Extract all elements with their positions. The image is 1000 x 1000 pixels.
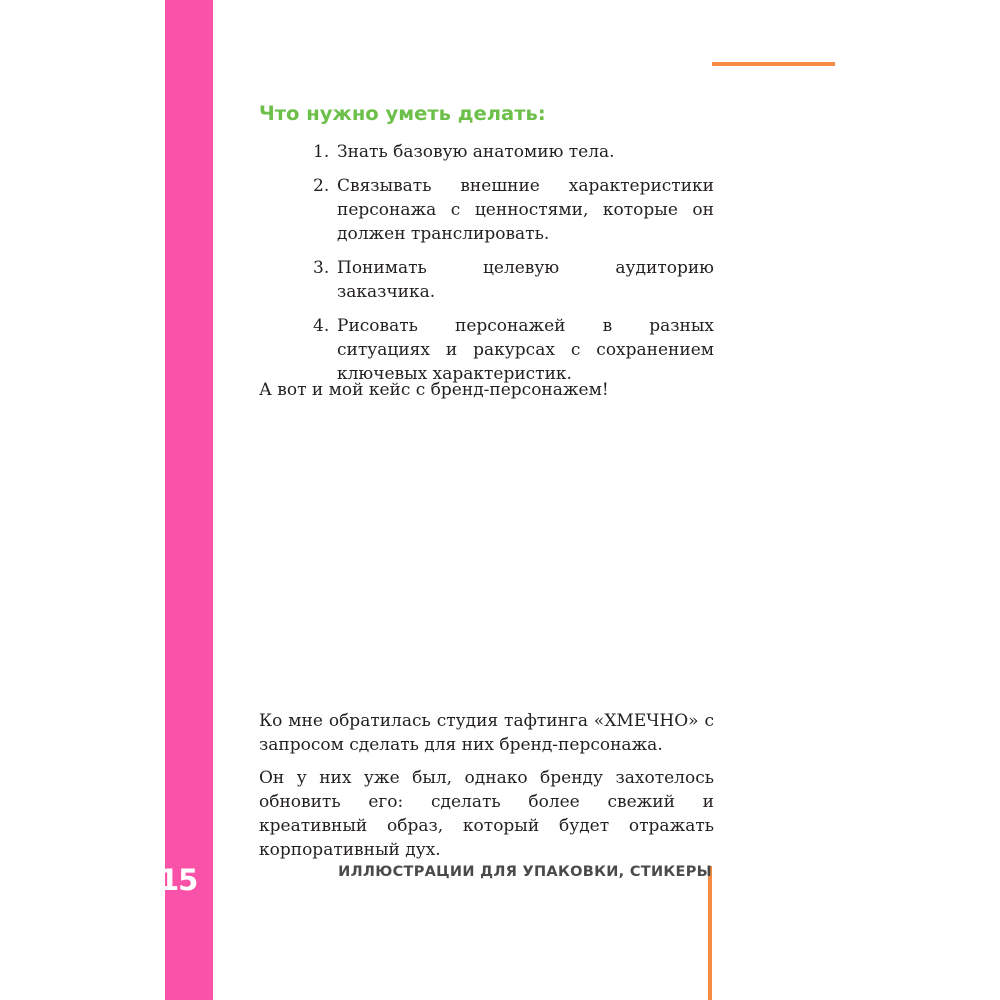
list-item-text: Знать базовую анатомию тела. (337, 142, 615, 162)
list-item-text: Связывать внешние характеристики персонажа с ценностями, которые он должен транслировать. (337, 176, 714, 244)
running-title: ИЛЛЮСТРАЦИИ ДЛЯ УПАКОВКИ, СТИКЕРЫ (338, 864, 712, 880)
list-item (259, 140, 714, 164)
section-heading: Что нужно уметь делать: (259, 102, 546, 125)
list-item-text: Понимать целевую аудиторию заказчика. (337, 258, 714, 302)
list-item-number: 4. (313, 316, 330, 336)
list-item (259, 256, 714, 304)
list-item-number: 2. (313, 176, 330, 196)
case-paragraph-1: Ко мне обратилась студия тафтинга «ХМЕЧНО» с запросом сделать для них бренд-персонажа. (259, 711, 714, 755)
page-number: 15 (159, 863, 198, 897)
case-intro-text: А вот и мой кейс с бренд-персонажем! (259, 380, 609, 400)
orange-bottom-rule (708, 866, 712, 1000)
list-item (259, 174, 714, 246)
orange-top-rule (712, 62, 835, 66)
list-item-text: Рисовать персонажей в разных ситуациях и ракурсах с сохранением ключевых характеристик. (337, 316, 714, 384)
case-paragraph-2: Он у них уже был, однако бренду захотелось обновить его: сделать более свежий и креативный образ, который будет отражать корпоративный дух. (259, 768, 714, 860)
pink-side-bar (165, 0, 213, 1000)
list-item-number: 3. (313, 258, 330, 278)
list-item (259, 314, 714, 386)
skills-list (259, 140, 714, 396)
list-item-number: 1. (313, 142, 330, 162)
